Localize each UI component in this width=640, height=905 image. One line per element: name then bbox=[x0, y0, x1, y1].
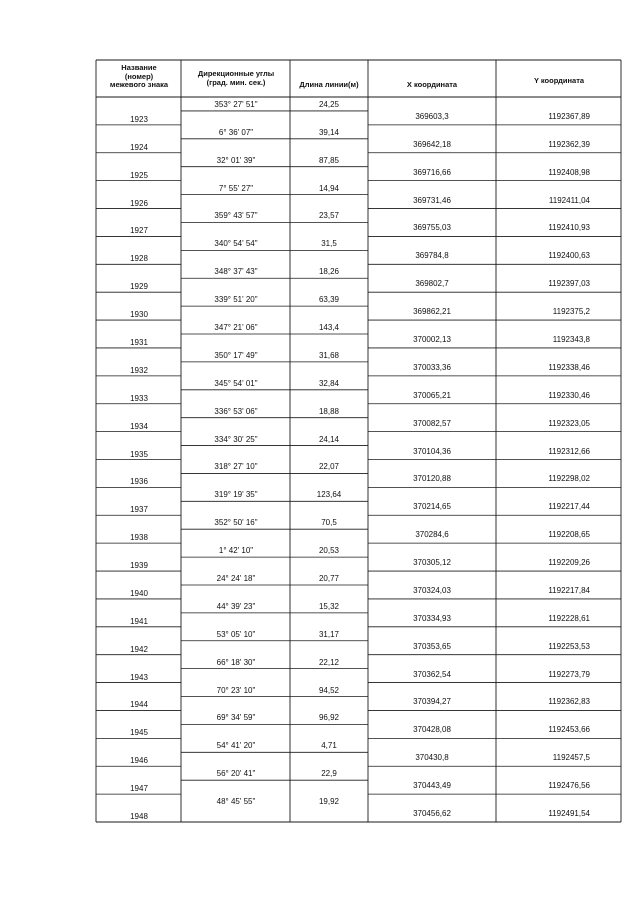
line-length: 18,88 bbox=[318, 406, 340, 416]
y-coordinate: 1192453,66 bbox=[548, 725, 590, 735]
direction-angle: 70° 23' 10" bbox=[216, 685, 256, 695]
header-marker-line: межевого знака bbox=[109, 80, 169, 89]
marker-name: 1945 bbox=[130, 728, 148, 738]
line-length: 4,71 bbox=[321, 741, 337, 751]
y-coordinate: 1192273,79 bbox=[548, 669, 590, 679]
line-length: 20,77 bbox=[318, 573, 340, 583]
header-angle-line: (град. мин. сек.) bbox=[206, 77, 266, 87]
direction-angle: 1° 42' 10" bbox=[218, 546, 254, 556]
marker-name: 1944 bbox=[130, 700, 148, 710]
marker-name: 1926 bbox=[130, 198, 148, 208]
x-coordinate: 369716,66 bbox=[413, 167, 451, 177]
direction-angle: 56° 20' 41" bbox=[216, 769, 256, 779]
direction-angle: 48° 45' 55" bbox=[216, 797, 256, 807]
marker-name: 1928 bbox=[130, 254, 148, 264]
direction-angle: 345° 54' 01" bbox=[214, 378, 258, 388]
line-length: 94,52 bbox=[318, 685, 340, 695]
y-coordinate: 1192408,98 bbox=[548, 167, 590, 177]
direction-angle: 359° 43' 57" bbox=[214, 211, 258, 221]
y-coordinate: 1192491,54 bbox=[548, 809, 590, 818]
marker-name: 1935 bbox=[130, 449, 148, 459]
x-coordinate: 370002,13 bbox=[413, 334, 451, 344]
line-length: 19,92 bbox=[318, 797, 340, 807]
y-coordinate: 1192330,46 bbox=[548, 390, 590, 400]
marker-name: 1943 bbox=[130, 672, 148, 682]
header-angle bbox=[198, 70, 274, 87]
x-coordinate: 369862,21 bbox=[413, 307, 451, 317]
y-coordinate: 1192343,8 bbox=[552, 334, 590, 344]
direction-angle: 336° 53' 06" bbox=[214, 406, 258, 416]
marker-name: 1924 bbox=[130, 142, 148, 152]
marker-name: 1934 bbox=[130, 421, 148, 431]
x-coordinate: 369755,03 bbox=[413, 223, 451, 233]
line-length: 123,64 bbox=[316, 490, 342, 500]
marker-name: 1937 bbox=[130, 505, 148, 515]
direction-angle: 348° 37' 43" bbox=[214, 267, 258, 277]
marker-name: 1947 bbox=[130, 784, 148, 794]
x-coordinate: 370324,03 bbox=[413, 585, 451, 595]
marker-name: 1932 bbox=[130, 365, 148, 375]
line-length: 31,5 bbox=[321, 239, 337, 249]
y-coordinate: 1192312,66 bbox=[548, 446, 590, 456]
line-length: 31,17 bbox=[318, 629, 340, 639]
y-coordinate: 1192400,63 bbox=[548, 251, 590, 261]
line-length: 96,92 bbox=[318, 713, 340, 723]
x-coordinate: 370284,6 bbox=[415, 530, 449, 540]
marker-name: 1933 bbox=[130, 393, 148, 403]
x-coordinate: 370443,49 bbox=[413, 781, 451, 791]
x-coordinate: 369784,8 bbox=[415, 251, 449, 261]
y-coordinate: 1192298,02 bbox=[548, 474, 590, 484]
header-marker-line: (номер) bbox=[124, 71, 154, 81]
direction-angle: 352° 50' 16" bbox=[214, 518, 258, 528]
direction-angle: 7° 55' 27" bbox=[218, 183, 254, 193]
y-coordinate: 1192217,84 bbox=[548, 585, 590, 595]
direction-angle: 44° 39' 23" bbox=[216, 601, 256, 611]
line-length: 18,26 bbox=[318, 267, 340, 277]
line-length: 32,84 bbox=[318, 378, 340, 388]
direction-angle: 334° 30' 25" bbox=[214, 434, 258, 444]
y-coordinate: 1192362,39 bbox=[548, 139, 590, 149]
direction-angle: 319° 19' 35" bbox=[214, 490, 258, 500]
line-length: 24,25 bbox=[318, 99, 340, 109]
marker-name: 1940 bbox=[130, 588, 148, 598]
marker-name: 1942 bbox=[130, 644, 148, 654]
x-coordinate: 370305,12 bbox=[413, 558, 451, 568]
x-coordinate: 370428,08 bbox=[413, 725, 451, 735]
y-coordinate: 1192410,93 bbox=[548, 223, 590, 233]
line-length: 14,94 bbox=[318, 183, 340, 193]
y-coordinate: 1192476,56 bbox=[548, 781, 590, 791]
header-marker bbox=[110, 64, 168, 90]
header-x: X координата bbox=[406, 80, 458, 89]
direction-angle: 66° 18' 30" bbox=[216, 657, 256, 667]
x-coordinate: 370120,88 bbox=[413, 474, 451, 484]
marker-name: 1931 bbox=[130, 337, 148, 347]
line-length: 22,07 bbox=[318, 462, 340, 472]
direction-angle: 69° 34' 59" bbox=[216, 713, 256, 723]
marker-name: 1938 bbox=[130, 533, 148, 543]
line-length: 24,14 bbox=[318, 434, 340, 444]
marker-name: 1936 bbox=[130, 477, 148, 487]
direction-angle: 353° 27' 51" bbox=[214, 99, 258, 109]
x-coordinate: 369603,3 bbox=[415, 111, 449, 121]
direction-angle: 24° 24' 18" bbox=[216, 573, 256, 583]
x-coordinate: 369642,18 bbox=[413, 139, 451, 149]
y-coordinate: 1192411,04 bbox=[548, 195, 590, 205]
y-coordinate: 1192228,61 bbox=[548, 613, 590, 623]
line-length: 15,32 bbox=[318, 601, 340, 611]
y-coordinate: 1192397,03 bbox=[548, 279, 590, 289]
x-coordinate: 370430,8 bbox=[415, 753, 449, 763]
header-marker-line: Название bbox=[121, 63, 157, 72]
direction-angle: 54° 41' 20" bbox=[216, 741, 256, 751]
marker-name: 1929 bbox=[130, 282, 148, 292]
x-coordinate: 370033,36 bbox=[413, 362, 451, 372]
header-angle-line: Дирекционные углы bbox=[197, 69, 275, 78]
line-length: 31,68 bbox=[318, 350, 340, 360]
x-coordinate: 370353,65 bbox=[413, 641, 451, 651]
marker-name: 1930 bbox=[130, 310, 148, 320]
direction-angle: 339° 51' 20" bbox=[214, 295, 258, 305]
direction-angle: 318° 27' 10" bbox=[214, 462, 258, 472]
direction-angle: 53° 05' 10" bbox=[216, 629, 256, 639]
y-coordinate: 1192208,65 bbox=[548, 530, 590, 540]
direction-angle: 32° 01' 39" bbox=[216, 155, 256, 165]
x-coordinate: 370082,57 bbox=[413, 418, 451, 428]
direction-angle: 347° 21' 06" bbox=[214, 323, 258, 333]
x-coordinate: 370214,65 bbox=[413, 502, 451, 512]
y-coordinate: 1192217,44 bbox=[548, 502, 590, 512]
marker-name: 1941 bbox=[130, 616, 148, 626]
x-coordinate: 370394,27 bbox=[413, 697, 451, 707]
x-coordinate: 370334,93 bbox=[413, 613, 451, 623]
line-length: 39,14 bbox=[318, 127, 340, 137]
y-coordinate: 1192367,89 bbox=[548, 111, 590, 121]
x-coordinate: 370065,21 bbox=[413, 390, 451, 400]
header-y: Y координата bbox=[533, 76, 585, 85]
direction-angle: 350° 17' 49" bbox=[214, 350, 258, 360]
direction-angle: 6° 36' 07" bbox=[218, 127, 254, 137]
y-coordinate: 1192323,05 bbox=[548, 418, 590, 428]
marker-name: 1925 bbox=[130, 170, 148, 180]
y-coordinate: 1192338,46 bbox=[548, 362, 590, 372]
direction-angle: 340° 54' 54" bbox=[214, 239, 258, 249]
line-length: 143,4 bbox=[318, 323, 340, 333]
y-coordinate: 1192362,83 bbox=[548, 697, 590, 707]
y-coordinate: 1192375,2 bbox=[552, 307, 590, 317]
y-coordinate: 1192253,53 bbox=[548, 641, 590, 651]
header-length: Длина линии(м) bbox=[299, 80, 359, 89]
marker-name: 1923 bbox=[130, 114, 148, 124]
marker-name: 1946 bbox=[130, 756, 148, 766]
line-length: 20,53 bbox=[318, 546, 340, 556]
x-coordinate: 370362,54 bbox=[413, 669, 451, 679]
line-length: 63,39 bbox=[318, 295, 340, 305]
line-length: 22,12 bbox=[318, 657, 340, 667]
marker-name: 1939 bbox=[130, 561, 148, 571]
line-length: 70,5 bbox=[321, 518, 337, 528]
line-length: 87,85 bbox=[318, 155, 340, 165]
marker-name: 1927 bbox=[130, 226, 148, 236]
x-coordinate: 369802,7 bbox=[415, 279, 449, 289]
y-coordinate: 1192457,5 bbox=[552, 753, 590, 763]
x-coordinate: 370456,62 bbox=[413, 809, 451, 818]
line-length: 23,57 bbox=[318, 211, 340, 221]
x-coordinate: 369731,46 bbox=[413, 195, 451, 205]
marker-name: 1948 bbox=[130, 812, 148, 821]
y-coordinate: 1192209,26 bbox=[548, 558, 590, 568]
line-length: 22,9 bbox=[321, 769, 337, 779]
x-coordinate: 370104,36 bbox=[413, 446, 451, 456]
